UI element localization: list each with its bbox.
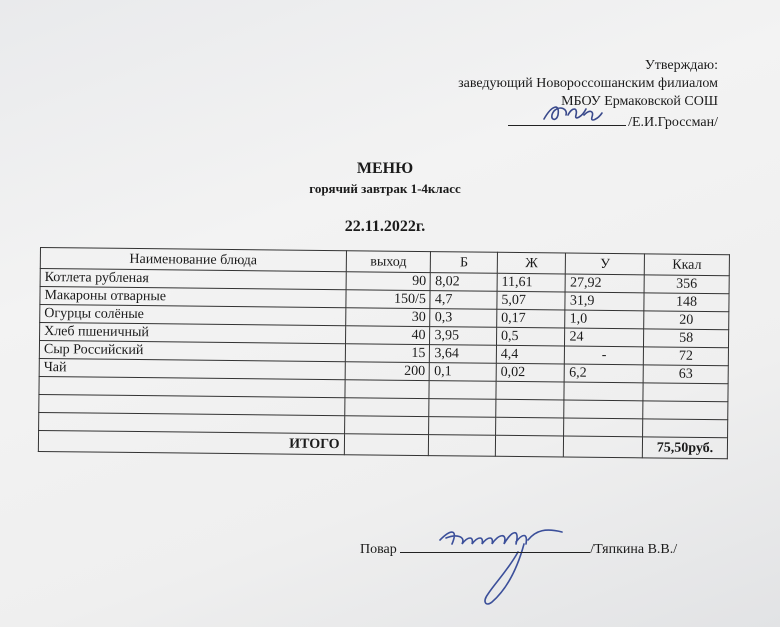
column-header: выход xyxy=(346,251,431,273)
carbs-value: 6,2 xyxy=(565,364,644,383)
protein-value: 0,3 xyxy=(430,309,497,328)
protein-value: 8,02 xyxy=(431,273,498,292)
empty-cell xyxy=(564,382,643,401)
dish-name: Чай xyxy=(39,358,345,379)
kcal-value: 72 xyxy=(643,347,728,366)
column-header: Наименование блюда xyxy=(40,248,346,272)
director-signature-icon xyxy=(538,97,608,127)
portion-output: 150/5 xyxy=(346,290,431,309)
dish-name: Сыр Российский xyxy=(39,341,345,362)
empty-cell xyxy=(643,383,728,402)
dish-name: Хлеб пшеничный xyxy=(40,323,346,344)
kcal-value: 20 xyxy=(644,311,729,330)
total-label: ИТОГО xyxy=(38,430,344,454)
empty-cell xyxy=(564,436,643,458)
portion-output: 30 xyxy=(345,308,430,327)
portion-output: 90 xyxy=(346,272,431,291)
signature-underline xyxy=(400,538,590,553)
protein-value: 0,1 xyxy=(430,363,497,382)
carbs-value: - xyxy=(565,346,644,365)
total-value: 75,50руб. xyxy=(642,437,727,459)
approval-organization: МБОУ Ермаковской СОШ xyxy=(561,94,718,109)
fat-value: 4,4 xyxy=(496,345,565,364)
empty-cell xyxy=(345,380,430,399)
kcal-value: 356 xyxy=(644,275,729,294)
cook-label: Повар xyxy=(360,542,397,557)
column-header: Ккал xyxy=(644,254,729,276)
column-header: Б xyxy=(431,252,498,274)
kcal-value: 58 xyxy=(644,329,729,348)
carbs-value: 24 xyxy=(565,328,644,347)
column-header: Ж xyxy=(497,252,566,274)
empty-cell xyxy=(643,419,728,438)
empty-cell xyxy=(564,400,643,419)
carbs-value: 27,92 xyxy=(565,274,644,293)
empty-cell xyxy=(429,435,496,457)
approval-signer: /Е.И.Гроссман/ xyxy=(628,115,718,130)
cook-signature-block xyxy=(360,538,677,558)
fat-value: 11,61 xyxy=(497,273,566,292)
empty-cell xyxy=(344,416,429,435)
portion-output: 40 xyxy=(345,326,430,345)
portion-output: 200 xyxy=(345,362,430,381)
menu-date: 22.11.2022г. xyxy=(344,218,426,235)
empty-cell xyxy=(429,381,496,400)
dish-name: Огурцы солёные xyxy=(40,305,346,326)
dish-name: Макароны отварные xyxy=(40,287,346,308)
fat-value: 0,02 xyxy=(496,363,565,382)
carbs-value: 1,0 xyxy=(565,310,644,329)
protein-value: 3,64 xyxy=(430,345,497,364)
empty-cell xyxy=(344,398,429,417)
dish-name: Котлета рубленая xyxy=(40,269,346,290)
empty-cell xyxy=(344,434,429,456)
approval-heading: Утверждаю: xyxy=(644,58,718,73)
empty-cell xyxy=(495,435,564,457)
fat-value: 5,07 xyxy=(497,291,566,310)
protein-value: 4,7 xyxy=(430,291,497,310)
empty-cell xyxy=(496,399,565,418)
cook-signature-icon xyxy=(412,510,572,610)
fat-value: 0,17 xyxy=(497,309,566,328)
menu-table xyxy=(38,247,730,459)
kcal-value: 63 xyxy=(643,365,728,384)
approval-signature-line xyxy=(508,111,718,132)
empty-cell xyxy=(429,399,496,418)
portion-output: 15 xyxy=(345,344,430,363)
empty-cell xyxy=(643,401,728,420)
protein-value: 3,95 xyxy=(430,327,497,346)
empty-cell xyxy=(495,417,564,436)
approval-block xyxy=(458,57,718,132)
carbs-value: 31,9 xyxy=(565,292,644,311)
column-header: У xyxy=(566,253,645,275)
empty-cell xyxy=(496,381,565,400)
page-subtitle: горячий завтрак 1-4класс xyxy=(309,181,461,196)
kcal-value: 148 xyxy=(644,293,729,312)
cook-name: /Тяпкина В.В./ xyxy=(590,542,678,557)
empty-cell xyxy=(564,418,643,437)
empty-cell xyxy=(429,417,496,436)
page-title: МЕНЮ xyxy=(356,160,414,177)
fat-value: 0,5 xyxy=(496,327,565,346)
approval-position: заведующий Новороссошанским филиалом xyxy=(458,76,718,91)
